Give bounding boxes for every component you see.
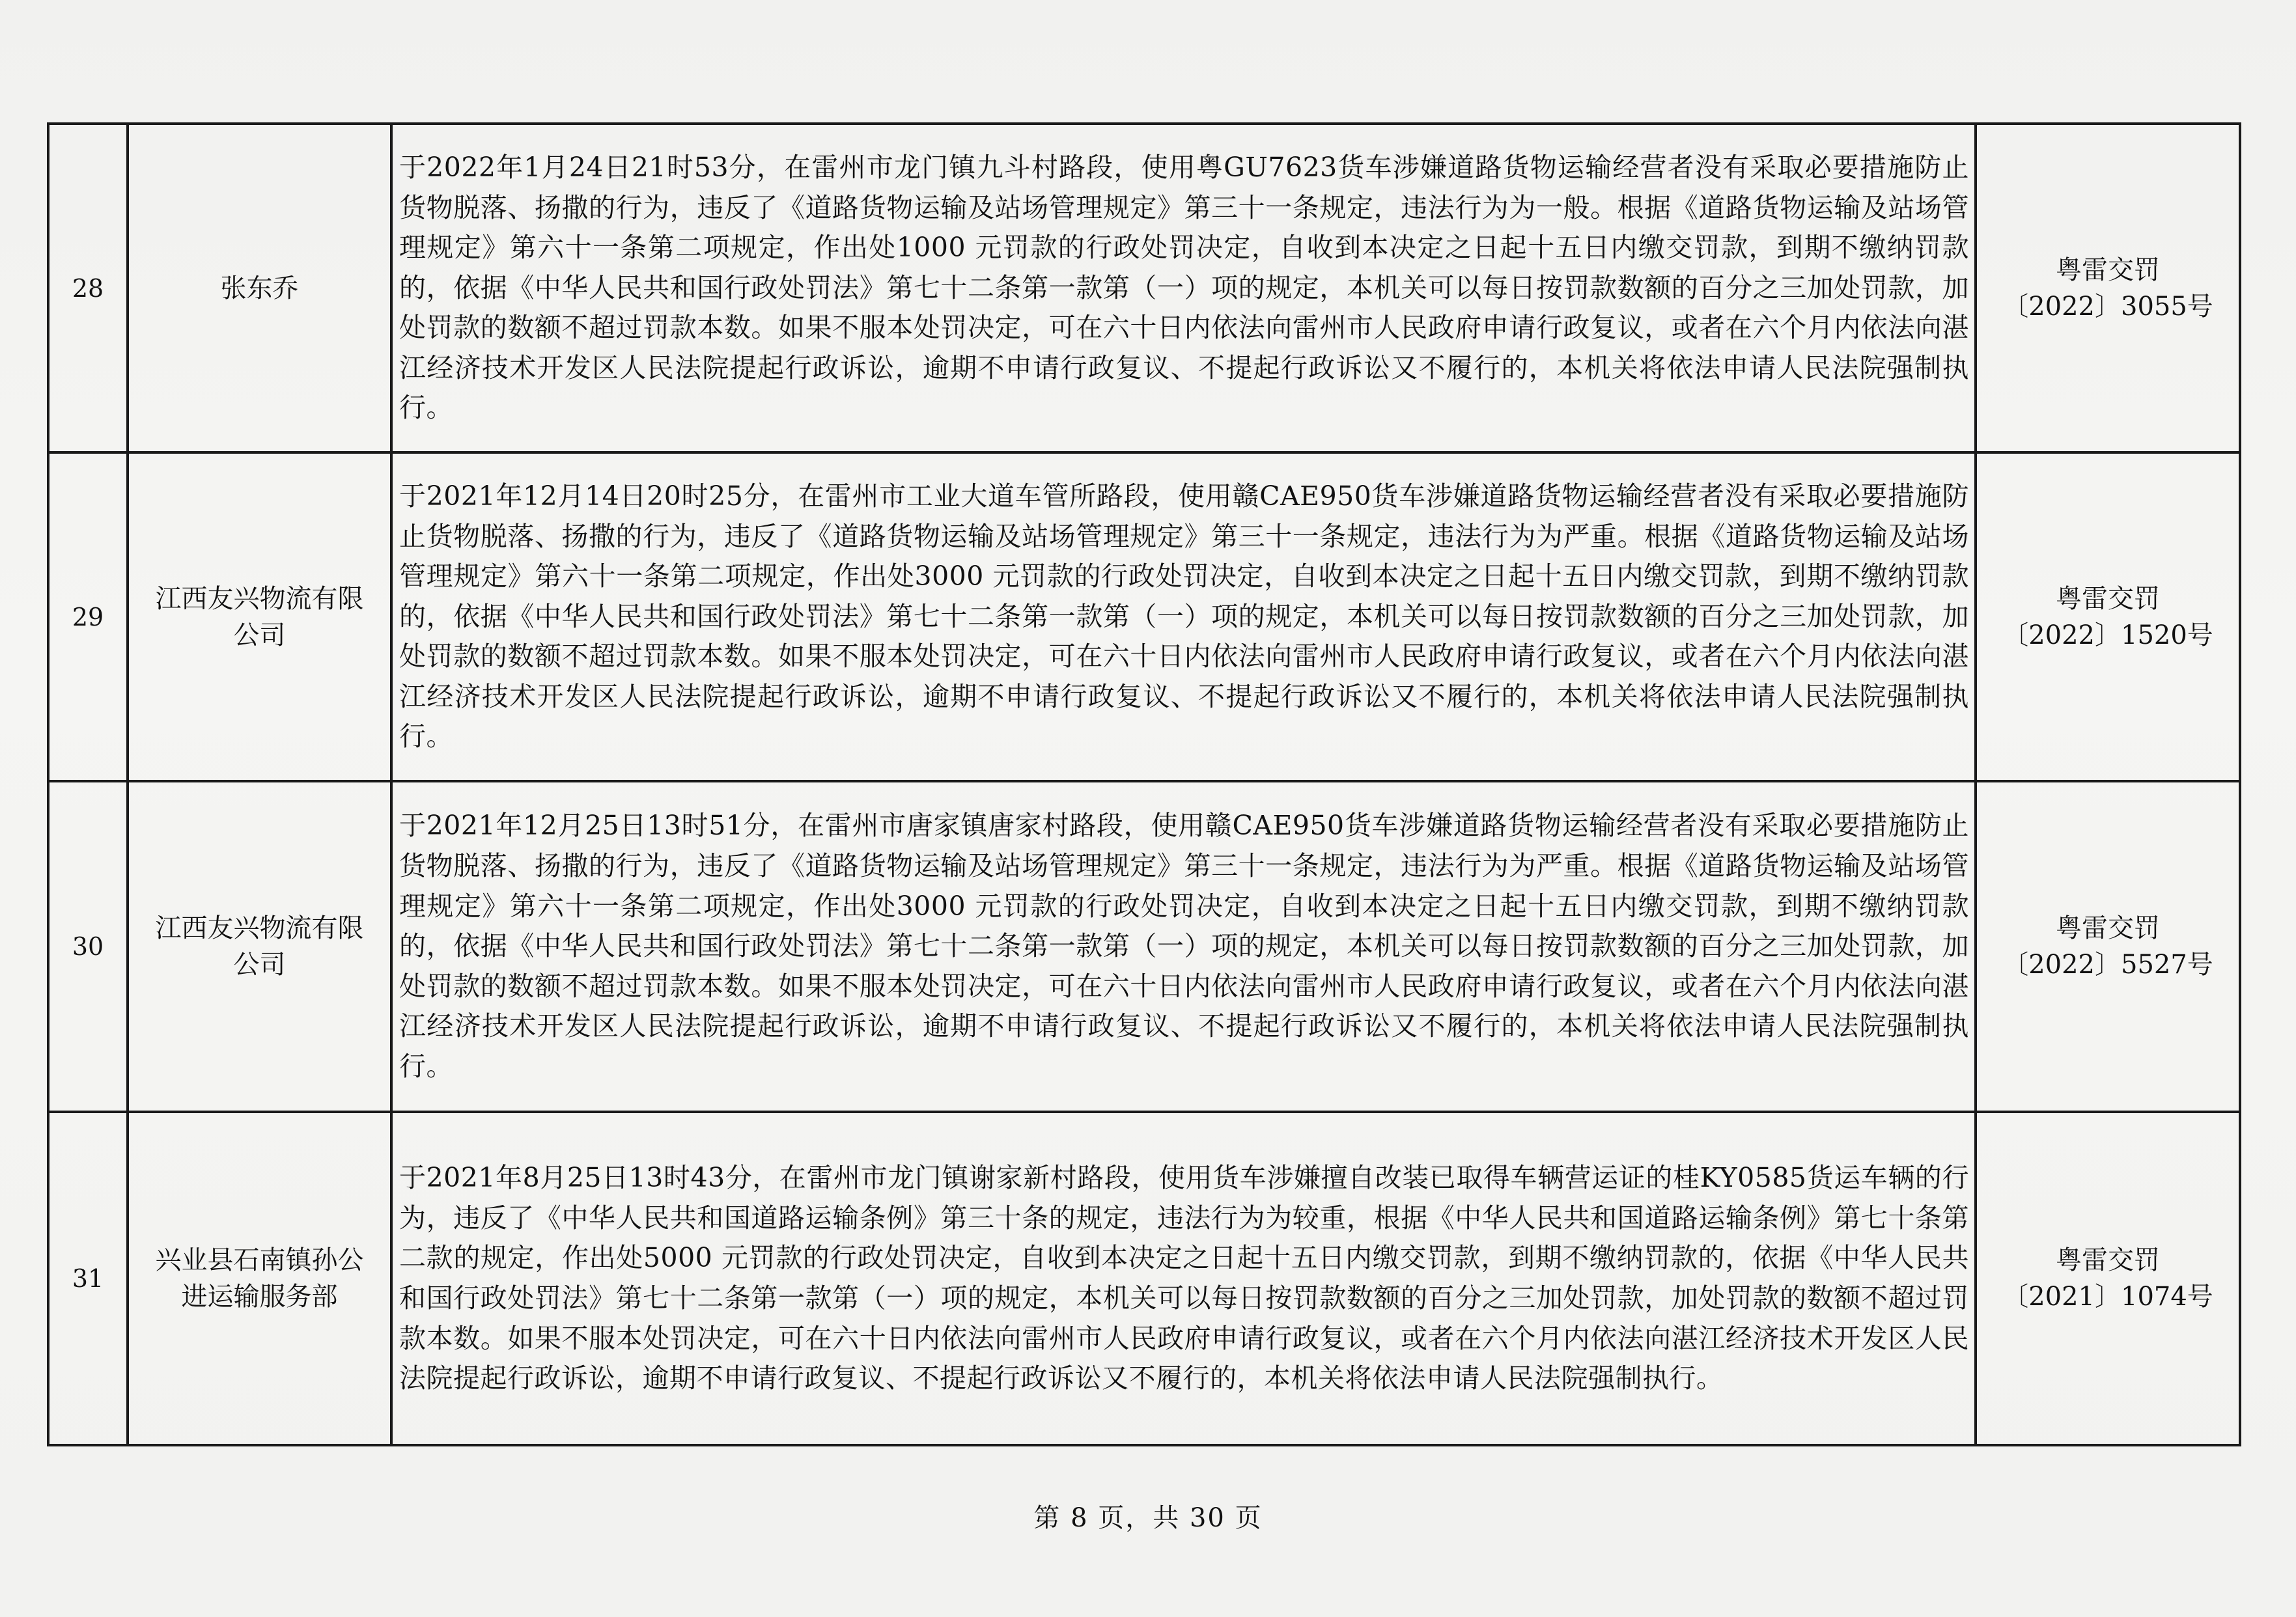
decision-number — [1976, 781, 2240, 1112]
party-name: 兴业县石南镇孙公进运输服务部 — [128, 1112, 391, 1445]
decision-number-code: 〔2022〕5527号 — [2002, 950, 2213, 980]
record-number: 31 — [48, 1112, 128, 1445]
decision-number — [1976, 124, 2240, 452]
party-name: 江西友兴物流有限公司 — [128, 452, 391, 781]
penalty-description: 于2022年1月24日21时53分，在雷州市龙门镇九斗村路段，使用粤GU7623货车涉嫌道路货物运输经营者没有采取必要措施防止货物脱落、扬撒的行为，违反了《道路货物运输及站场管理规定》第三十一条规定，违法行为为一般。根据《道路货物运输及站场管理规定》第六十一条第二项规定，作出处1000 元罚款的行政处罚决定，自收到本决定之日起十五日内缴交罚款，到期不缴纳罚款的，依据《中华人民共和国行政处罚法》第七十二条第一款第（一）项的规定，本机关可以每日按罚款数额的百分之三加处罚款，加处罚款的数额不超过罚款本数。如果不服本处罚决定，可在六十日内依法向雷州市人民政府申请行政复议，或者在六个月内依法向湛江经济技术开发区人民法院提起行政诉讼，逾期不申请行政复议、不提起行政诉讼又不履行的，本机关将依法申请人民法院强制执行。 — [391, 124, 1976, 452]
penalty-description: 于2021年12月14日20时25分，在雷州市工业大道车管所路段，使用赣CAE950货车涉嫌道路货物运输经营者没有采取必要措施防止货物脱落、扬撒的行为，违反了《道路货物运输及站场管理规定》第三十一条规定，违法行为为严重。根据《道路货物运输及站场管理规定》第六十一条第二项规定，作出处3000 元罚款的行政处罚决定，自收到本决定之日起十五日内缴交罚款，到期不缴纳罚款的，依据《中华人民共和国行政处罚法》第七十二条第一款第（一）项的规定，本机关可以每日按罚款数额的百分之三加处罚款，加处罚款的数额不超过罚款本数。如果不服本处罚决定，可在六十日内依法向雷州市人民政府申请行政复议，或者在六个月内依法向湛江经济技术开发区人民法院提起行政诉讼，逾期不申请行政复议、不提起行政诉讼又不履行的，本机关将依法申请人民法院强制执行。 — [391, 452, 1976, 781]
decision-number-prefix: 粤雷交罚 — [2056, 1245, 2160, 1275]
decision-number-code: 〔2022〕1520号 — [2002, 620, 2213, 650]
record-number: 29 — [48, 452, 128, 781]
page-number-footer: 第 8 页，共 30 页 — [1033, 1503, 1263, 1533]
record-number: 28 — [48, 124, 128, 452]
decision-number-code: 〔2022〕3055号 — [2002, 291, 2213, 322]
table-row — [48, 452, 2240, 781]
decision-number — [1976, 452, 2240, 781]
decision-number — [1976, 1112, 2240, 1445]
party-name: 张东乔 — [128, 124, 391, 452]
table-row — [48, 781, 2240, 1112]
decision-number-prefix: 粤雷交罚 — [2056, 583, 2160, 614]
decision-number-prefix: 粤雷交罚 — [2056, 913, 2160, 943]
penalty-records-table — [47, 122, 2241, 1446]
decision-number-prefix: 粤雷交罚 — [2056, 255, 2160, 285]
penalty-description: 于2021年8月25日13时43分，在雷州市龙门镇谢家新村路段，使用货车涉嫌擅自改装已取得车辆营运证的桂KY0585货运车辆的行为，违反了《中华人民共和国道路运输条例》第三十条的规定，违法行为为较重，根据《中华人民共和国道路运输条例》第七十条第二款的规定，作出处5000 元罚款的行政处罚决定，自收到本决定之日起十五日内缴交罚款，到期不缴纳罚款的，依据《中华人民共和国行政处罚法》第七十二条第一款第（一）项的规定，本机关可以每日按罚款数额的百分之三加处罚款，加处罚款的数额不超过罚款本数。如果不服本处罚决定，可在六十日内依法向雷州市人民政府申请行政复议，或者在六个月内依法向湛江经济技术开发区人民法院提起行政诉讼，逾期不申请行政复议、不提起行政诉讼又不履行的，本机关将依法申请人民法院强制执行。 — [391, 1112, 1976, 1445]
decision-number-code: 〔2021〕1074号 — [2002, 1282, 2213, 1312]
table-row — [48, 1112, 2240, 1445]
record-number: 30 — [48, 781, 128, 1112]
penalty-description: 于2021年12月25日13时51分，在雷州市唐家镇唐家村路段，使用赣CAE950货车涉嫌道路货物运输经营者没有采取必要措施防止货物脱落、扬撒的行为，违反了《道路货物运输及站场管理规定》第三十一条规定，违法行为为严重。根据《道路货物运输及站场管理规定》第六十一条第二项规定，作出处3000 元罚款的行政处罚决定，自收到本决定之日起十五日内缴交罚款，到期不缴纳罚款的，依据《中华人民共和国行政处罚法》第七十二条第一款第（一）项的规定，本机关可以每日按罚款数额的百分之三加处罚款，加处罚款的数额不超过罚款本数。如果不服本处罚决定，可在六十日内依法向雷州市人民政府申请行政复议，或者在六个月内依法向湛江经济技术开发区人民法院提起行政诉讼，逾期不申请行政复议、不提起行政诉讼又不履行的，本机关将依法申请人民法院强制执行。 — [391, 781, 1976, 1112]
party-name: 江西友兴物流有限公司 — [128, 781, 391, 1112]
table-row — [48, 124, 2240, 452]
